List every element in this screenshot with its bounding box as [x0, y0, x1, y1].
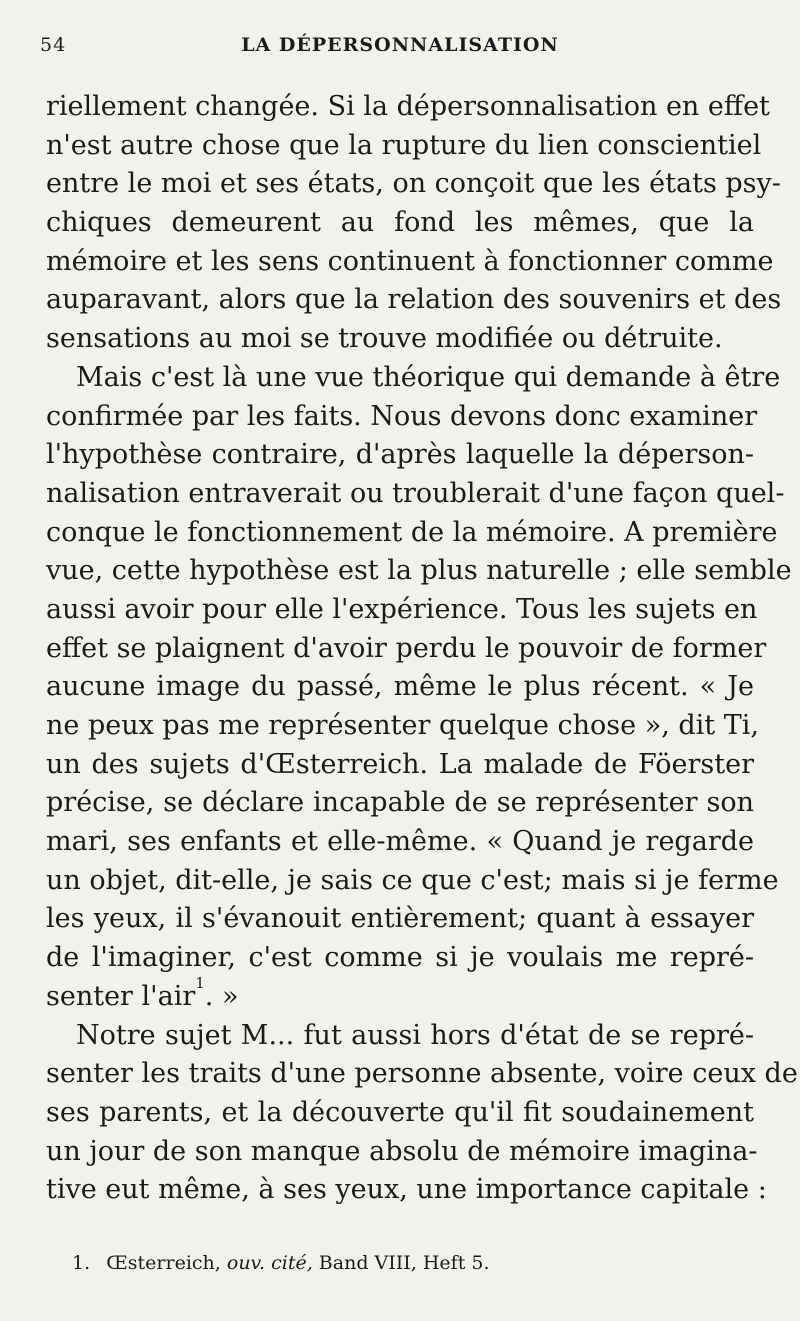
text-line: conque le fonctionnement de la mémoire. A première [46, 516, 778, 548]
footnote-number: 1. [72, 1252, 91, 1274]
text-line: un des sujets d'Œsterreich. La malade de Föerster [46, 748, 754, 780]
footnote-author: Œsterreich, [106, 1252, 221, 1274]
text-line: ne peux pas me représenter quelque chose », dit Ti, [46, 710, 759, 741]
text-line: nalisation entraverait ou troublerait d'une façon quel- [46, 477, 785, 509]
text-line-end: . » [204, 980, 239, 1012]
footnote-source: Band VIII, Heft 5. [318, 1252, 490, 1274]
running-title: LA DÉPERSONNALISATION [241, 34, 559, 56]
running-head [40, 34, 760, 64]
body-text [46, 88, 798, 1210]
text-line: mémoire et les sens continuent à fonctionner comme [46, 245, 774, 277]
text-line: riellement changée. Si la dépersonnalisation en effet [46, 91, 770, 122]
footnote-reference: 1 [195, 973, 205, 992]
text-line: entre le moi et ses états, on conçoit que les états psy- [46, 168, 781, 200]
text-line: un objet, dit-elle, je sais ce que c'est; mais si je ferme [46, 864, 779, 896]
text-line: Mais c'est là une vue théorique qui demande à être [76, 361, 781, 393]
text-line: vue, cette hypothèse est la plus naturelle ; elle semble [46, 555, 792, 587]
text-line: aucune image du passé, même le plus récent. « Je [46, 671, 754, 703]
text-line: confirmée par les faits. Nous devons donc examiner [46, 400, 758, 432]
text-line: sensations au moi se trouve modifiée ou détruite. [46, 323, 723, 355]
text-line-with-footnote [46, 973, 754, 1017]
text-line: ses parents, et la découverte qu'il fit soudainement [46, 1096, 754, 1128]
footnote-italic: ouv. cité, [226, 1252, 313, 1274]
text-line: mari, ses enfants et elle-même. « Quand je regarde [46, 826, 754, 858]
text-line: tive eut même, à ses yeux, une importance capitale : [46, 1174, 767, 1206]
text-line: chiques demeurent au fond les mêmes, que la [46, 207, 754, 239]
text-line: précise, se déclare incapable de se représenter son [46, 787, 754, 819]
text-line: aussi avoir pour elle l'expérience. Tous les sujets en [46, 593, 758, 625]
text-line: auparavant, alors que la relation des souvenirs et des [46, 284, 782, 316]
page-number: 54 [40, 34, 67, 56]
text-line: Notre sujet M... fut aussi hors d'état de se repré- [76, 1019, 754, 1051]
text-line: senter les traits d'une personne absente, voire ceux de [46, 1058, 798, 1090]
footnote [72, 1252, 490, 1274]
text-line: n'est autre chose que la rupture du lien conscientiel [46, 129, 762, 161]
text-line: effet se plaignent d'avoir perdu le pouvoir de former [46, 632, 767, 664]
text-line: de l'imaginer, c'est comme si je voulais me repré- [46, 942, 754, 974]
text-line: un jour de son manque absolu de mémoire imagina- [46, 1135, 758, 1167]
text-line: l'hypothèse contraire, d'après laquelle la déperson- [46, 439, 754, 471]
text-line-start: senter l'air [46, 980, 196, 1012]
text-line: les yeux, il s'évanouit entièrement; quant à essayer [46, 903, 754, 935]
